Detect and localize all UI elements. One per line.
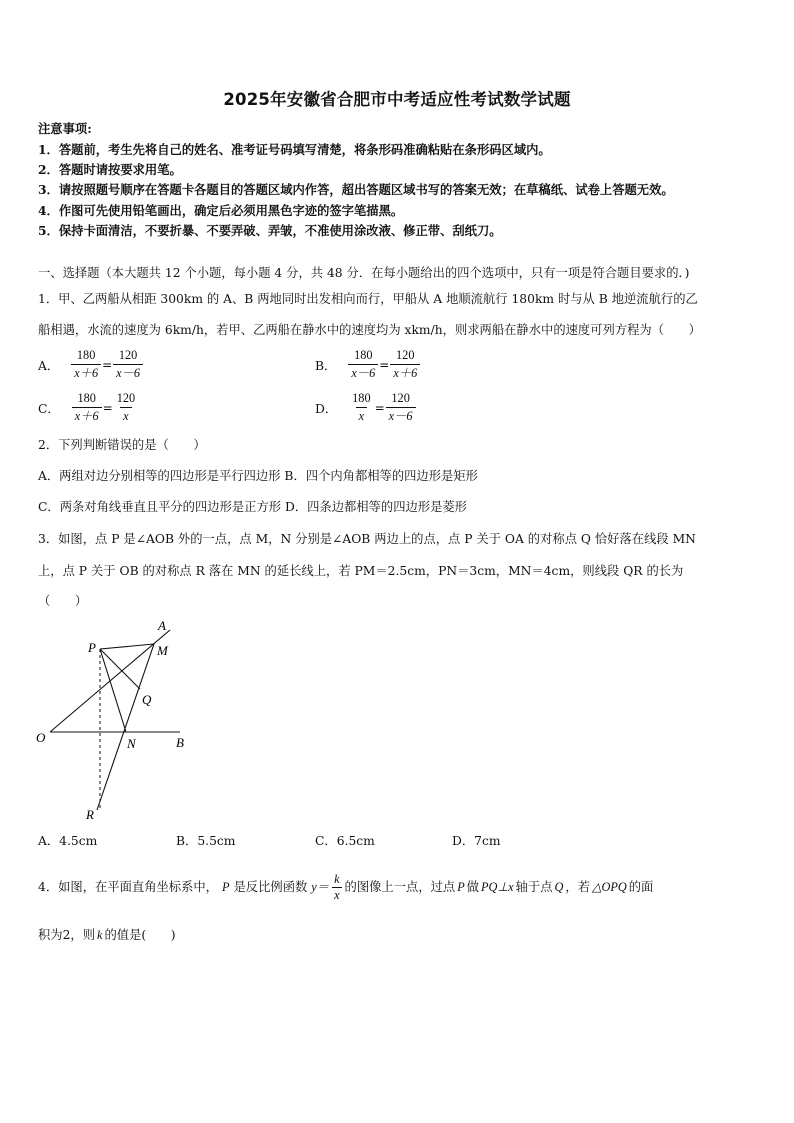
fraction: $\frac{180}{x-6}$: [348, 347, 378, 382]
q3-stem-line3: （ ）: [38, 594, 88, 608]
equals-sign: =: [374, 400, 385, 415]
fraction: $\frac{120}{x-6}$: [386, 390, 416, 425]
q3-geometry-figure: [30, 612, 200, 824]
fraction-k-over-x: k x: [334, 871, 340, 902]
equals-sign: =: [102, 357, 113, 372]
q1-option-a[interactable]: [38, 347, 143, 382]
q1-option-d[interactable]: [315, 390, 416, 425]
fraction: $\frac{120}{x-6}$: [113, 347, 143, 382]
label-a: A: [158, 618, 166, 633]
segment-pm: [100, 644, 154, 649]
equals-sign: =: [102, 400, 113, 415]
option-label: C．: [38, 401, 60, 416]
label-p: P: [88, 640, 96, 655]
label-o: O: [36, 730, 46, 745]
q1-option-c[interactable]: [38, 390, 138, 425]
option-label: A．: [38, 358, 60, 373]
q2-options-ab: A．两组对边分别相等的四边形是平行四边形 B．四个内角都相等的四边形是矩形: [38, 469, 478, 483]
label-m: M: [157, 643, 168, 658]
notice-item: 2．答题时请按要求用笔。: [38, 162, 182, 177]
notice-item: 3．请按照题号顺序在答题卡各题目的答题区域内作答，超出答题区域书写的答案无效；在草稿纸、试卷上答题无效。: [38, 182, 674, 197]
fraction: $\frac{180}{x}$: [352, 391, 371, 423]
label-r: R: [86, 807, 94, 822]
q4-stem-line2: 积为2，则 k 的值是( ): [38, 928, 176, 942]
q3-option-c[interactable]: C．6.5cm: [315, 834, 375, 848]
section-heading: 一、选择题（本大题共 12 个小题，每小题 4 分，共 48 分．在每小题给出的四个选项中，只有一项是符合题目要求的．): [38, 266, 690, 280]
q3-option-a[interactable]: A．4.5cm: [38, 834, 98, 848]
equals-sign: =: [379, 357, 390, 372]
notice-item: 5．保持卡面清洁，不要折暴、不要弄破、弄皱，不准使用涂改液、修正带、刮纸刀。: [38, 223, 502, 238]
q1-stem-line1: 1．甲、乙两船从相距 300km 的 A、B 两地同时出发相向而行，甲船从 A 地顺流航行 180km 时与从 B 地逆流航行的乙: [38, 292, 698, 306]
notice-heading: 注意事项:: [38, 121, 92, 136]
q3-option-b[interactable]: B．5.5cm: [176, 834, 236, 848]
q1-stem-line2: 船相遇，水流的速度为 6km/h，若甲、乙两船在静水中的速度均为 xkm/h，则求两船在静水中的速度可列方程为（ ）: [38, 323, 701, 337]
page-title: 2025年安徽省合肥市中考适应性考试数学试题: [223, 90, 571, 109]
q1-option-b[interactable]: [315, 347, 420, 382]
q3-option-d[interactable]: D．7cm: [452, 834, 501, 848]
segment-mr: [97, 644, 154, 810]
option-label: D．: [315, 401, 338, 416]
fraction: $\frac{180}{x+6}$: [72, 390, 102, 425]
q4-stem-line1: 4．如图，在平面直角坐标系中， P 是反比例函数 y＝ k x 的图像上一点，过点 P 做 PQ⊥x 轴于点 Q ，若 △OPQ 的面: [38, 871, 654, 902]
q3-stem-line2: 上，点 P 关于 OB 的对称点 R 落在 MN 的延长线上，若 PM＝2.5cm，PN＝3cm，MN＝4cm，则线段 QR 的长为: [38, 564, 684, 578]
fraction: $\frac{120}{x+6}$: [390, 347, 420, 382]
q2-stem: 2．下列判断错误的是（ ）: [38, 438, 206, 452]
label-q: Q: [142, 692, 152, 707]
q2-options-cd: C．两条对角线垂直且平分的四边形是正方形 D．四条边都相等的四边形是菱形: [38, 500, 467, 514]
option-label: B．: [315, 358, 337, 373]
notice-item: 4．作图可先使用铅笔画出，确定后必须用黑色字迹的签字笔描黑。: [38, 203, 404, 218]
label-n: N: [127, 736, 136, 751]
fraction: $\frac{120}{x}$: [116, 391, 136, 423]
notice-item: 1．答题前，考生先将自己的姓名、准考证号码填写清楚，将条形码准确粘贴在条形码区域内。: [38, 142, 551, 157]
q3-stem-line1: 3．如图，点 P 是∠AOB 外的一点，点 M，N 分别是∠AOB 两边上的点，点 P 关于 OA 的对称点 Q 恰好落在线段 MN: [38, 532, 696, 546]
label-b: B: [176, 735, 184, 750]
fraction: $\frac{180}{x+6}$: [71, 347, 101, 382]
